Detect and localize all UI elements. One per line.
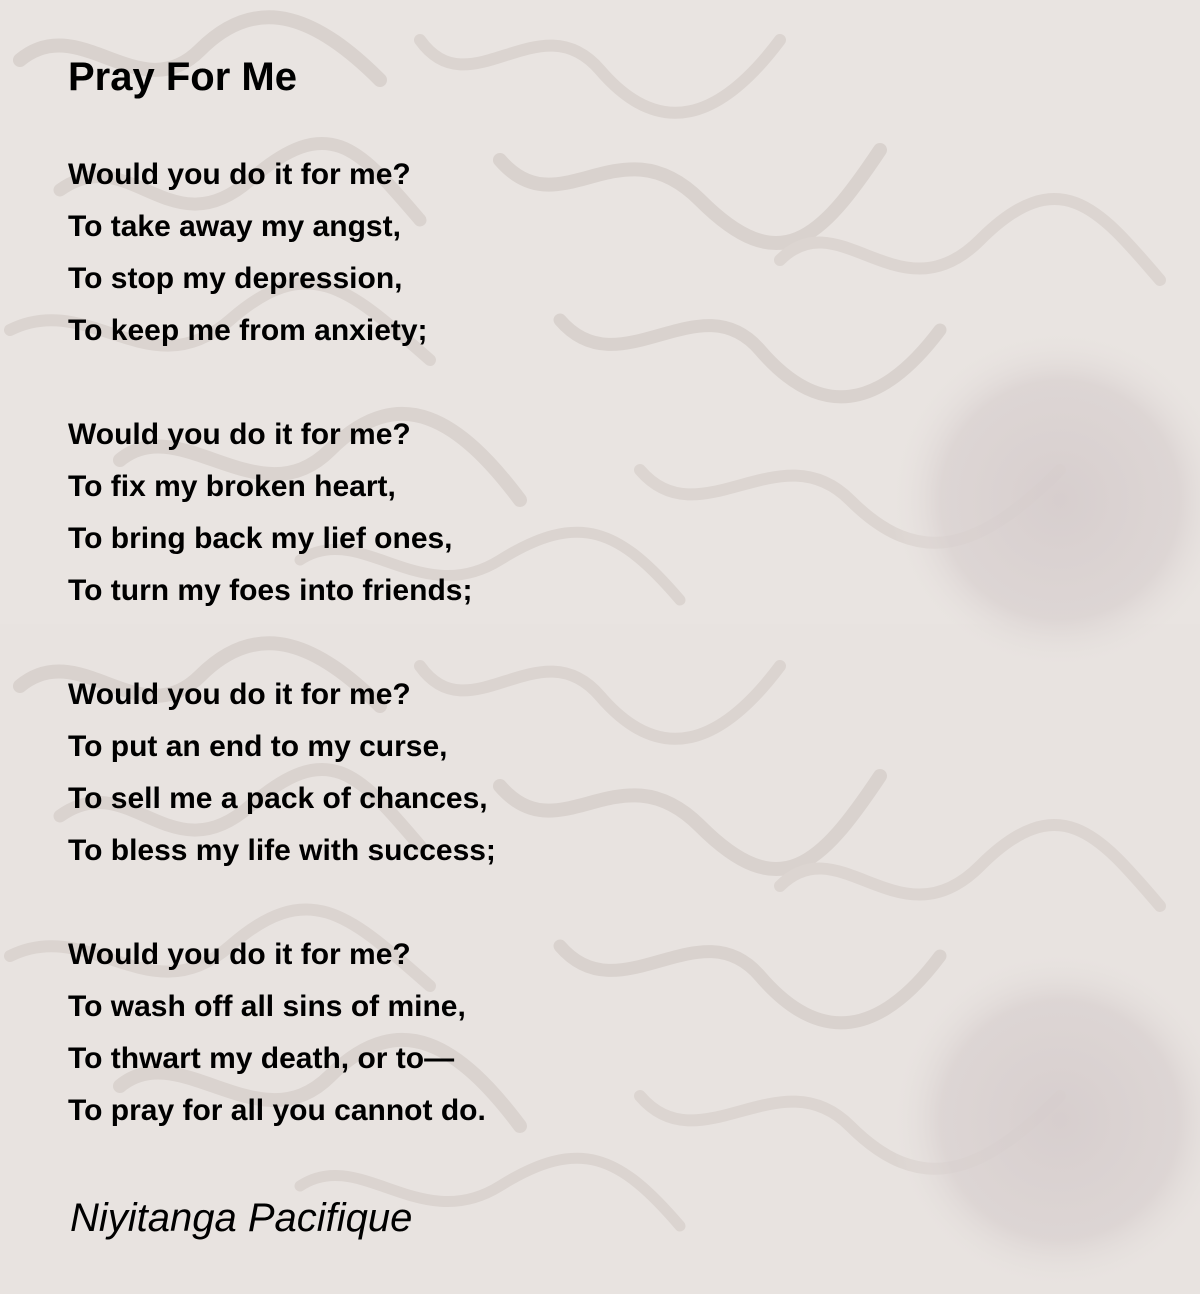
poem-line: To stop my depression, (68, 262, 403, 295)
stanza (68, 409, 472, 617)
poem-line: To sell me a pack of chances, (68, 782, 488, 815)
poem-content (68, 0, 1200, 1294)
poem-line: To thwart my death, or to— (68, 1042, 455, 1075)
poem-line: To bless my life with success; (68, 834, 496, 867)
poem-line: Would you do it for me? (68, 158, 411, 191)
poem-line: Would you do it for me? (68, 678, 411, 711)
poem-line: To turn my foes into friends; (68, 574, 473, 607)
poem-line: To take away my angst, (68, 210, 401, 243)
poem-line: Would you do it for me? (68, 938, 411, 971)
poem-line: Would you do it for me? (68, 418, 411, 451)
stanza (68, 929, 486, 1137)
poem-title: Pray For Me (68, 55, 297, 99)
poem-author: Niyitanga Pacifique (70, 1196, 413, 1240)
stanza (68, 149, 428, 357)
poem-line: To bring back my lief ones, (68, 522, 453, 555)
poem-line: To keep me from anxiety; (68, 314, 428, 347)
poem-line: To wash off all sins of mine, (68, 990, 466, 1023)
poem-line: To fix my broken heart, (68, 470, 396, 503)
poem-line: To put an end to my curse, (68, 730, 448, 763)
stanza (68, 669, 496, 877)
poem-line: To pray for all you cannot do. (68, 1094, 486, 1127)
